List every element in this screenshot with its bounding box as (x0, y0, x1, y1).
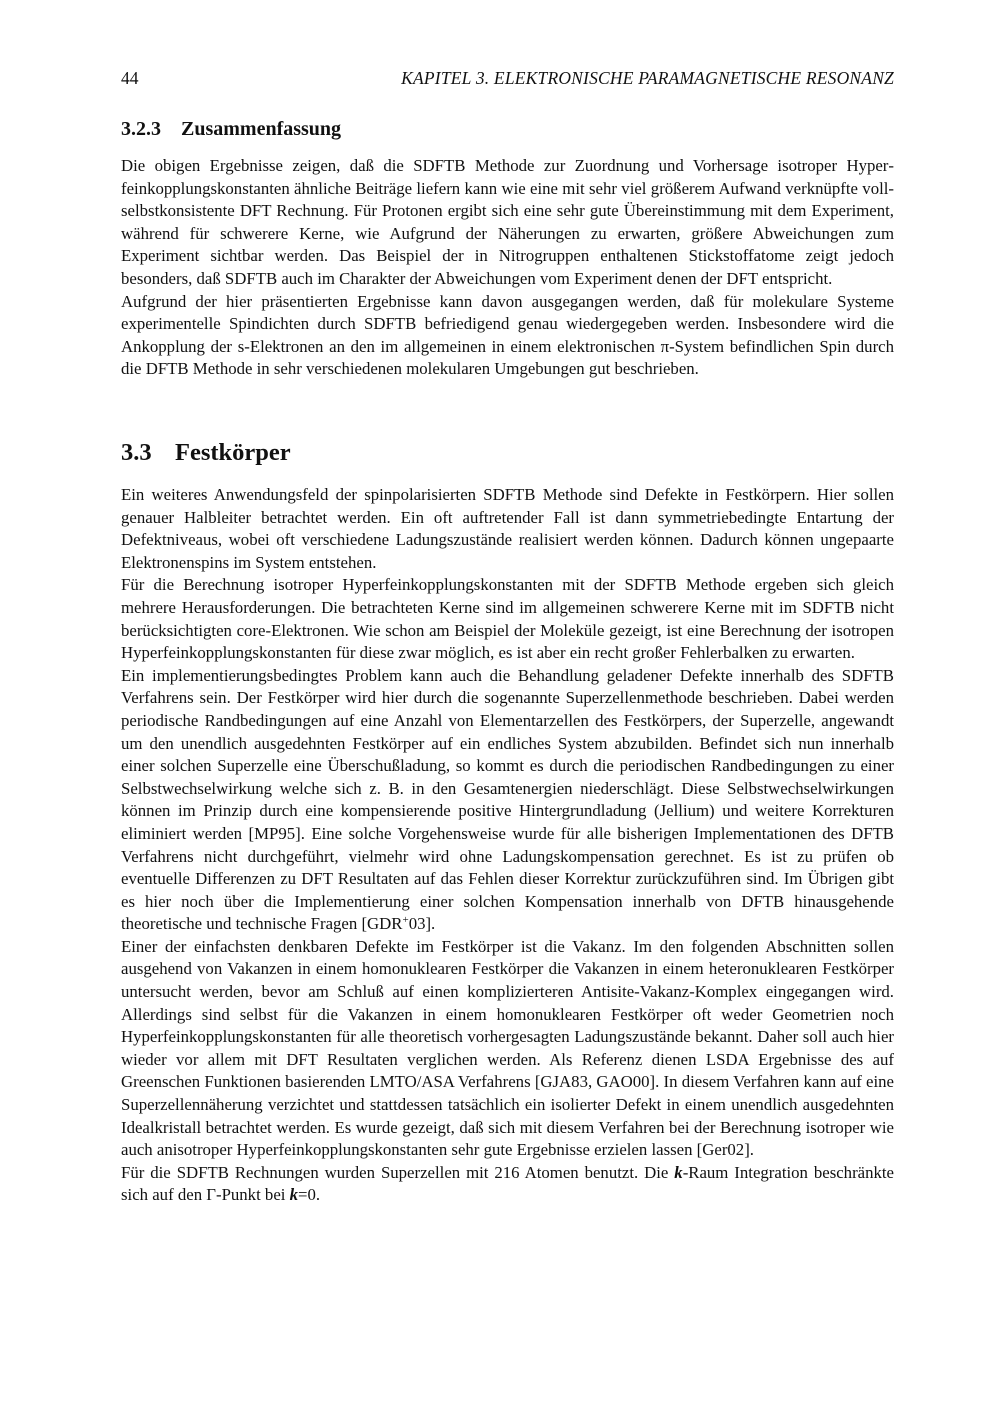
subsection-heading (121, 116, 894, 142)
chapter-title: KAPITEL 3. ELEKTRONISCHE PARAMAGNETISCHE RESONANZ (401, 68, 894, 88)
paragraph: Aufgrund der hier präsentierten Ergebnisse kann davon ausgegangen werden, daß für molekulare Systeme experimentelle Spindichten durch SDFTB befriedigend genau wiedergegeben werden. Insbesondere wird die Ankopplung der s-Elektronen an den im allgemeinen in einem elektronischen π-System befindlichen Spin durch die DFTB Methode in sehr verschiedenen molekularen Umgebungen gut beschrieben. (121, 291, 894, 379)
k-vector-symbol: k (674, 1162, 683, 1182)
running-head (121, 66, 894, 90)
paragraph-text: =0. (298, 1185, 321, 1205)
superscript: + (402, 914, 409, 927)
section-text (121, 484, 894, 1207)
paragraph: Ein weiteres Anwendungsfeld der spinpolarisierten SDFTB Methode sind Defekte in Festkörpern. Hier sollen genauer Halbleiter betrachtet werden. Ein oft auftretender Fall ist dann symmetriebedingte Entartung der Defektniveaus, wobei oft verschiedene Ladungszustände realisiert werden können. Dadurch können ungepaarte Elektronenspins im System entstehen. (121, 485, 894, 572)
k-vector-symbol: k (289, 1185, 299, 1205)
citation-tail: 03]. (408, 914, 436, 934)
section-number: 3.3 (121, 439, 152, 466)
paragraph (121, 1162, 894, 1207)
paragraph: Die obigen Ergebnisse zeigen, daß die SDFTB Methode zur Zuordnung und Vorhersage isotroper Hyperfeinkopplungskonstanten ähnliche Beiträge liefern kann wie eine mit sehr viel größerem Aufwand verknüpfte voll-selbstkonsistente DFT Rechnung. Für Protonen ergibt sich eine sehr gute Übereinstimmung mit dem Experiment, während für schwerere Kerne, wie Aufgrund der Näherungen zu erwarten, größere Abweichungen zum Experiment sichtbar werden. Das Beispiel der in Nitrogruppen enthaltenen Stickstoffatome zeigt jedoch besonders, daß SDFTB auch im Charakter der Abweichungen vom Experiment denen der DFT entspricht. (121, 156, 894, 288)
page-number: 44 (121, 68, 139, 88)
paragraph: Einer der einfachsten denkbaren Defekte im Festkörper ist die Vakanz. Im den folgenden Abschnitten sollen ausgehend von Vakanzen in einem homonuklearen Festkörper die Vakanzen in einem heteronuklearen Festkörper untersucht werden, bevor am Schluß auf einen komplizierteren Antisite-Vakanz-Komplex eingegangen wird. Allerdings sind selbst für die Vakanzen in einem homonuklearen Festkörper oft weder Geometrien noch Hyperfeinkopplungskonstanten für alle theoretisch vorhergesagten Ladungszustände bekannt. Daher soll auch hier wieder vor allem mit DFT Resultaten verglichen werden. Als Referenz dienen LSDA Ergebnisse des auf Greenschen Funktionen basierenden LMTO/ASA Verfahrens [GJA83, GAO00]. In diesem Verfahren kann auf eine Superzellennäherung verzichtet und stattdessen tatsächlich ein isolierter Defekt in einem unendlich ausgedehnten Idealkristall betrachtet werden. Es wurde gezeigt, daß sich mit diesem Verfahren bei der Berechnung isotroper wie auch anisotroper Hyperfeinkopplungskonstanten sehr gute Ergebnisse erzielen lassen [Ger02]. (121, 936, 894, 1160)
subsection-title: Zusammenfassung (181, 118, 342, 140)
summary-text (121, 155, 894, 381)
section-title: Festkörper (175, 439, 291, 466)
paragraph (121, 665, 894, 936)
subsection-number: 3.2.3 (121, 118, 161, 140)
paragraph-text: -Raum Integration beschränkte sich auf den Γ-Punkt bei (121, 1162, 894, 1205)
paragraph-text: Für die SDFTB Rechnungen wurden Superzellen mit 216 Atomen benutzt. Die (121, 1162, 675, 1182)
section-heading (121, 437, 894, 469)
paragraph-text: Ein implementierungsbedingtes Problem kann auch die Behandlung geladener Defekte innerhalb des SDFTB Verfahrens sein. Der Festkörper wird hier durch die sogenannte Superzellenmethode beschrieben. Dabei werden periodische Randbedingungen auf eine Anzahl von Elementarzellen des Festkörpers, der Superzelle, angewandt um den unendlich ausgedehnten Festkörper auf ein endliches System abzubilden. Befindet sich nun innerhalb einer solchen Superzelle eine Überschußladung, so kommt es durch die periodischen Randbedingungen zu einer Selbstwechselwirkung welche sich z. B. in den Gesamtenergien niederschlägt. Diese Selbstwechselwirkungen können im Prinzip durch eine kompensierende positive Hintergrundladung (Jellium) und weitere Korrekturen eliminiert werden [MP95]. Eine solche Vorgehensweise wurde für alle bisherigen Implementationen des DFTB Verfahrens nicht durchgeführt, vielmehr wird ohne Ladungskompensation gerechnet. Es ist zu prüfen ob eventuelle Differenzen zu DFT Resultaten auf das Fehlen dieser Korrektur zurückzuführen sind. Im Übrigen gibt es hier noch über die Implementierung einer solchen Kompensation innerhalb von DFTB hinausgehende theoretische und technische Fragen [GDR (121, 665, 894, 934)
paragraph: Für die Berechnung isotroper Hyperfeinkopplungskonstanten mit der SDFTB Methode ergeben sich gleich mehrere Herausforderungen. Die betrachteten Kerne sind im allgemeinen schwerere Kerne mit im SDFTB nicht berücksichtigten core-Elektronen. Wie schon am Beispiel der Moleküle gezeigt, ist eine Berechnung der isotropen Hyperfeinkopplungskonstanten für diese zwar möglich, es ist aber ein recht großer Fehlerbalken zu erwarten. (121, 575, 894, 663)
